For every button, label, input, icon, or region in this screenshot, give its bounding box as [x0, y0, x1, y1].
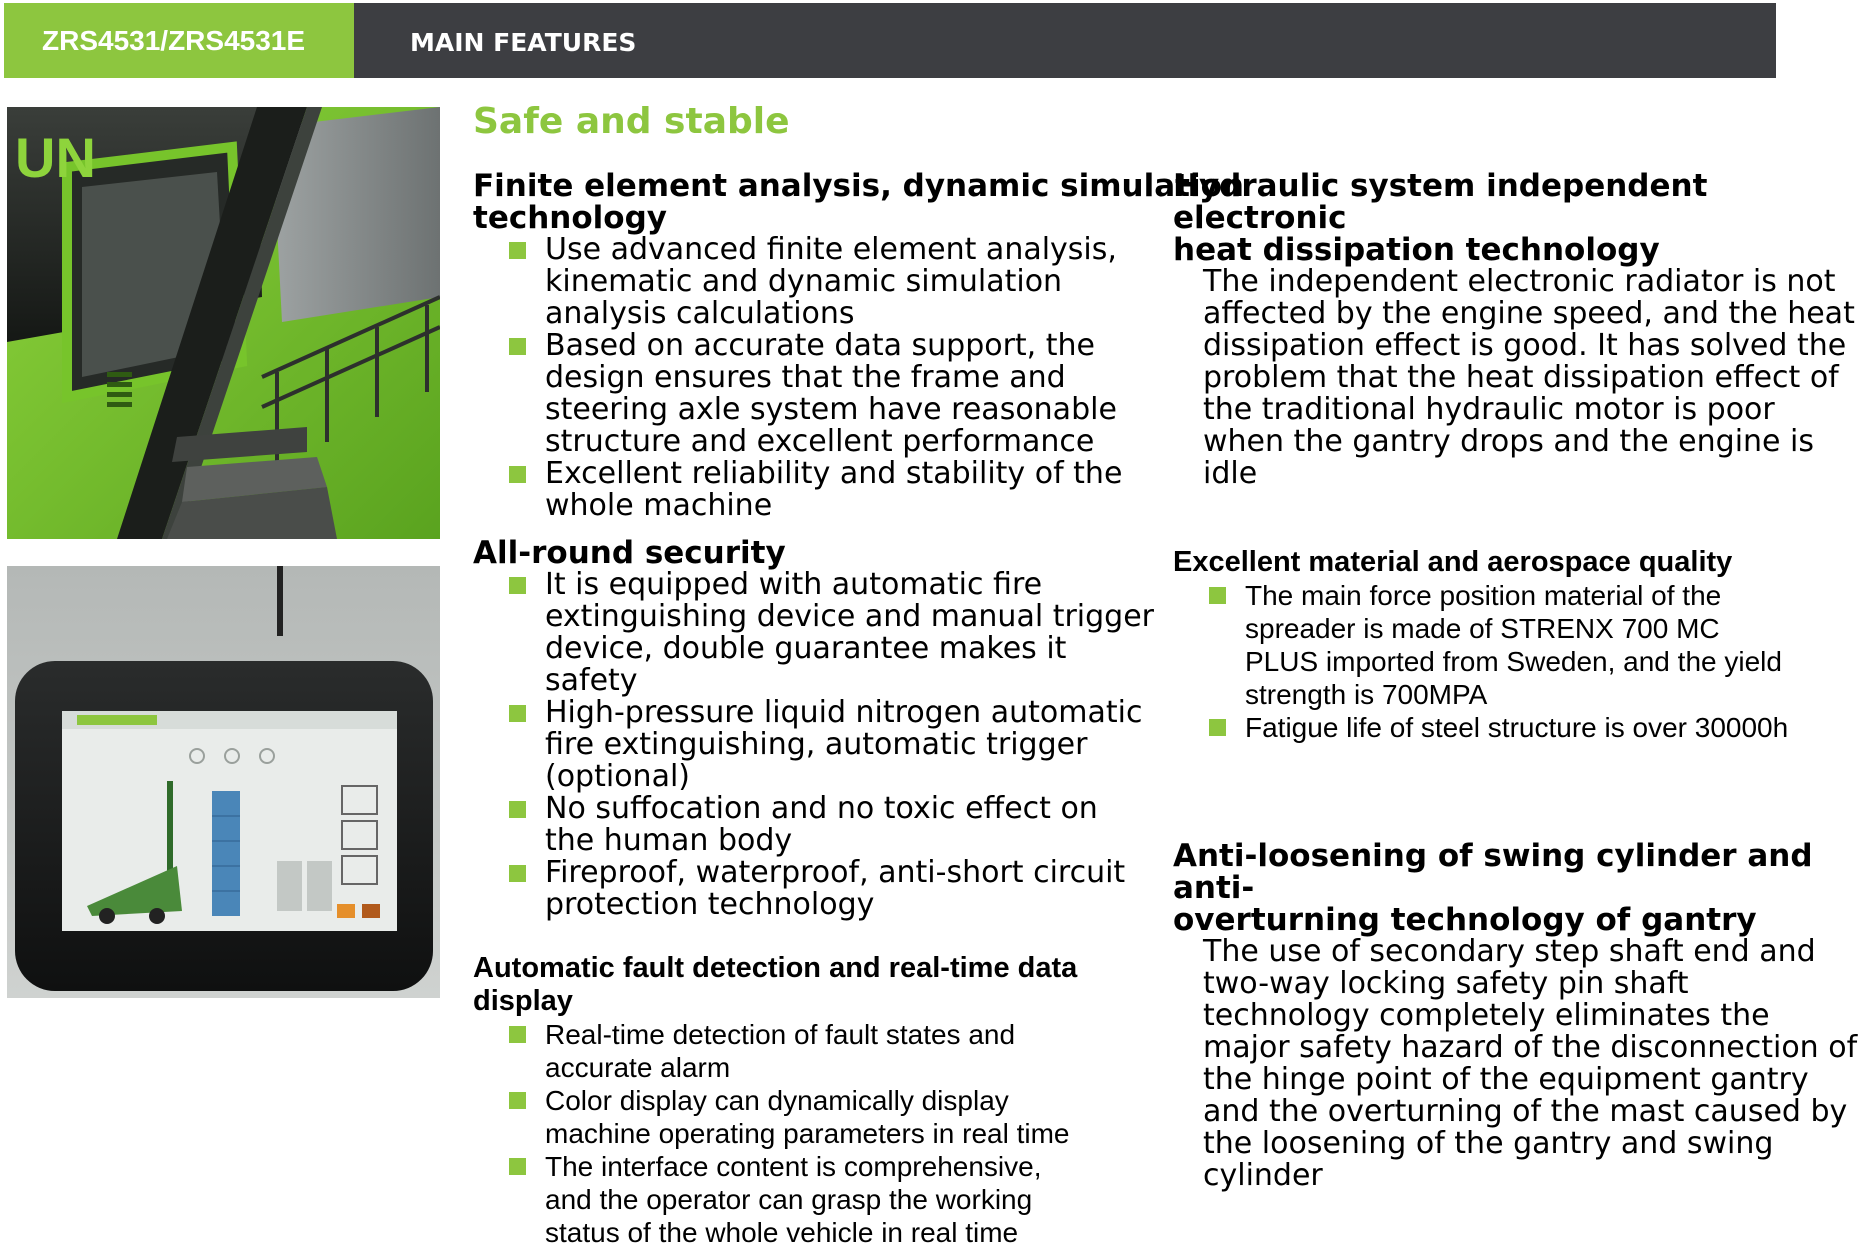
hydraulic-text: The independent electronic radiator is not affected by the engine speed, and the heat dissipation effect is good. It has solved the problem that the heat dissipation effect of the traditional hydraulic motor is poor when the gantry drops and the engine is idle: [1203, 264, 1855, 491]
hydraulic-section: [1173, 170, 1861, 490]
security-list: [473, 569, 1154, 921]
fea-section: [473, 170, 1244, 522]
anti-loosening-text: The use of secondary step shaft end and two-way locking safety pin shaft technology completely eliminates the major safety hazard of the disconnection of the hinge point of the equipment gantry and the overturning of the mast caused by the loosening of the gantry and swing cylinder: [1203, 934, 1858, 1193]
material-heading: Excellent material and aerospace quality: [1173, 546, 1733, 578]
material-list: [1173, 579, 1788, 744]
main-title: Safe and stable: [473, 101, 790, 142]
fault-detection-section: [473, 952, 1077, 1249]
model-name: ZRS4531/ZRS4531E: [4, 3, 354, 78]
list-item: Fireproof, waterproof, anti-short circuit protection technology: [473, 857, 1154, 921]
anti-loosening-heading: Anti-loosening of swing cylinder and anti- overturning technology of gantry: [1173, 838, 1813, 938]
list-item: It is equipped with automatic fire extinguishing device and manual trigger device, double guarantee makes it safety: [473, 569, 1154, 697]
header-bar: [4, 3, 1776, 78]
section-title: MAIN FEATURES: [410, 28, 637, 57]
fault-detection-list: [473, 1018, 1077, 1249]
list-item: Real-time detection of fault states and accurate alarm: [473, 1018, 1077, 1084]
list-item: No suffocation and no toxic effect on the human body: [473, 793, 1154, 857]
security-section: [473, 537, 1154, 921]
material-section: [1173, 546, 1788, 744]
list-item: Color display can dynamically display machine operating parameters in real time: [473, 1084, 1077, 1150]
machine-cab-photo: [7, 107, 440, 539]
fea-heading: Finite element analysis, dynamic simulation technology: [473, 168, 1244, 236]
brand-logo-fragment: UN: [15, 126, 96, 189]
fault-detection-heading: Automatic fault detection and real-time data display: [473, 952, 1078, 1017]
display-screen-photo: [7, 566, 440, 998]
list-item: The main force position material of the spreader is made of STRENX 700 MC PLUS imported from Sweden, and the yield strength is 700MPA: [1173, 579, 1788, 711]
list-item: Fatigue life of steel structure is over 30000h: [1173, 711, 1788, 744]
list-item: High-pressure liquid nitrogen automatic fire extinguishing, automatic trigger (optional): [473, 697, 1154, 793]
list-item: Based on accurate data support, the design ensures that the frame and steering axle system have reasonable structure and excellent performance: [473, 330, 1244, 458]
hydraulic-heading: Hydraulic system independent electronic heat dissipation technology: [1173, 168, 1708, 268]
list-item: Excellent reliability and stability of the whole machine: [473, 458, 1244, 522]
fea-list: [473, 234, 1244, 522]
list-item: The interface content is comprehensive, and the operator can grasp the working status of the whole vehicle in real time: [473, 1150, 1077, 1249]
list-item: Use advanced finite element analysis, kinematic and dynamic simulation analysis calculations: [473, 234, 1244, 330]
security-heading: All-round security: [473, 535, 786, 571]
anti-loosening-section: [1173, 840, 1861, 1192]
